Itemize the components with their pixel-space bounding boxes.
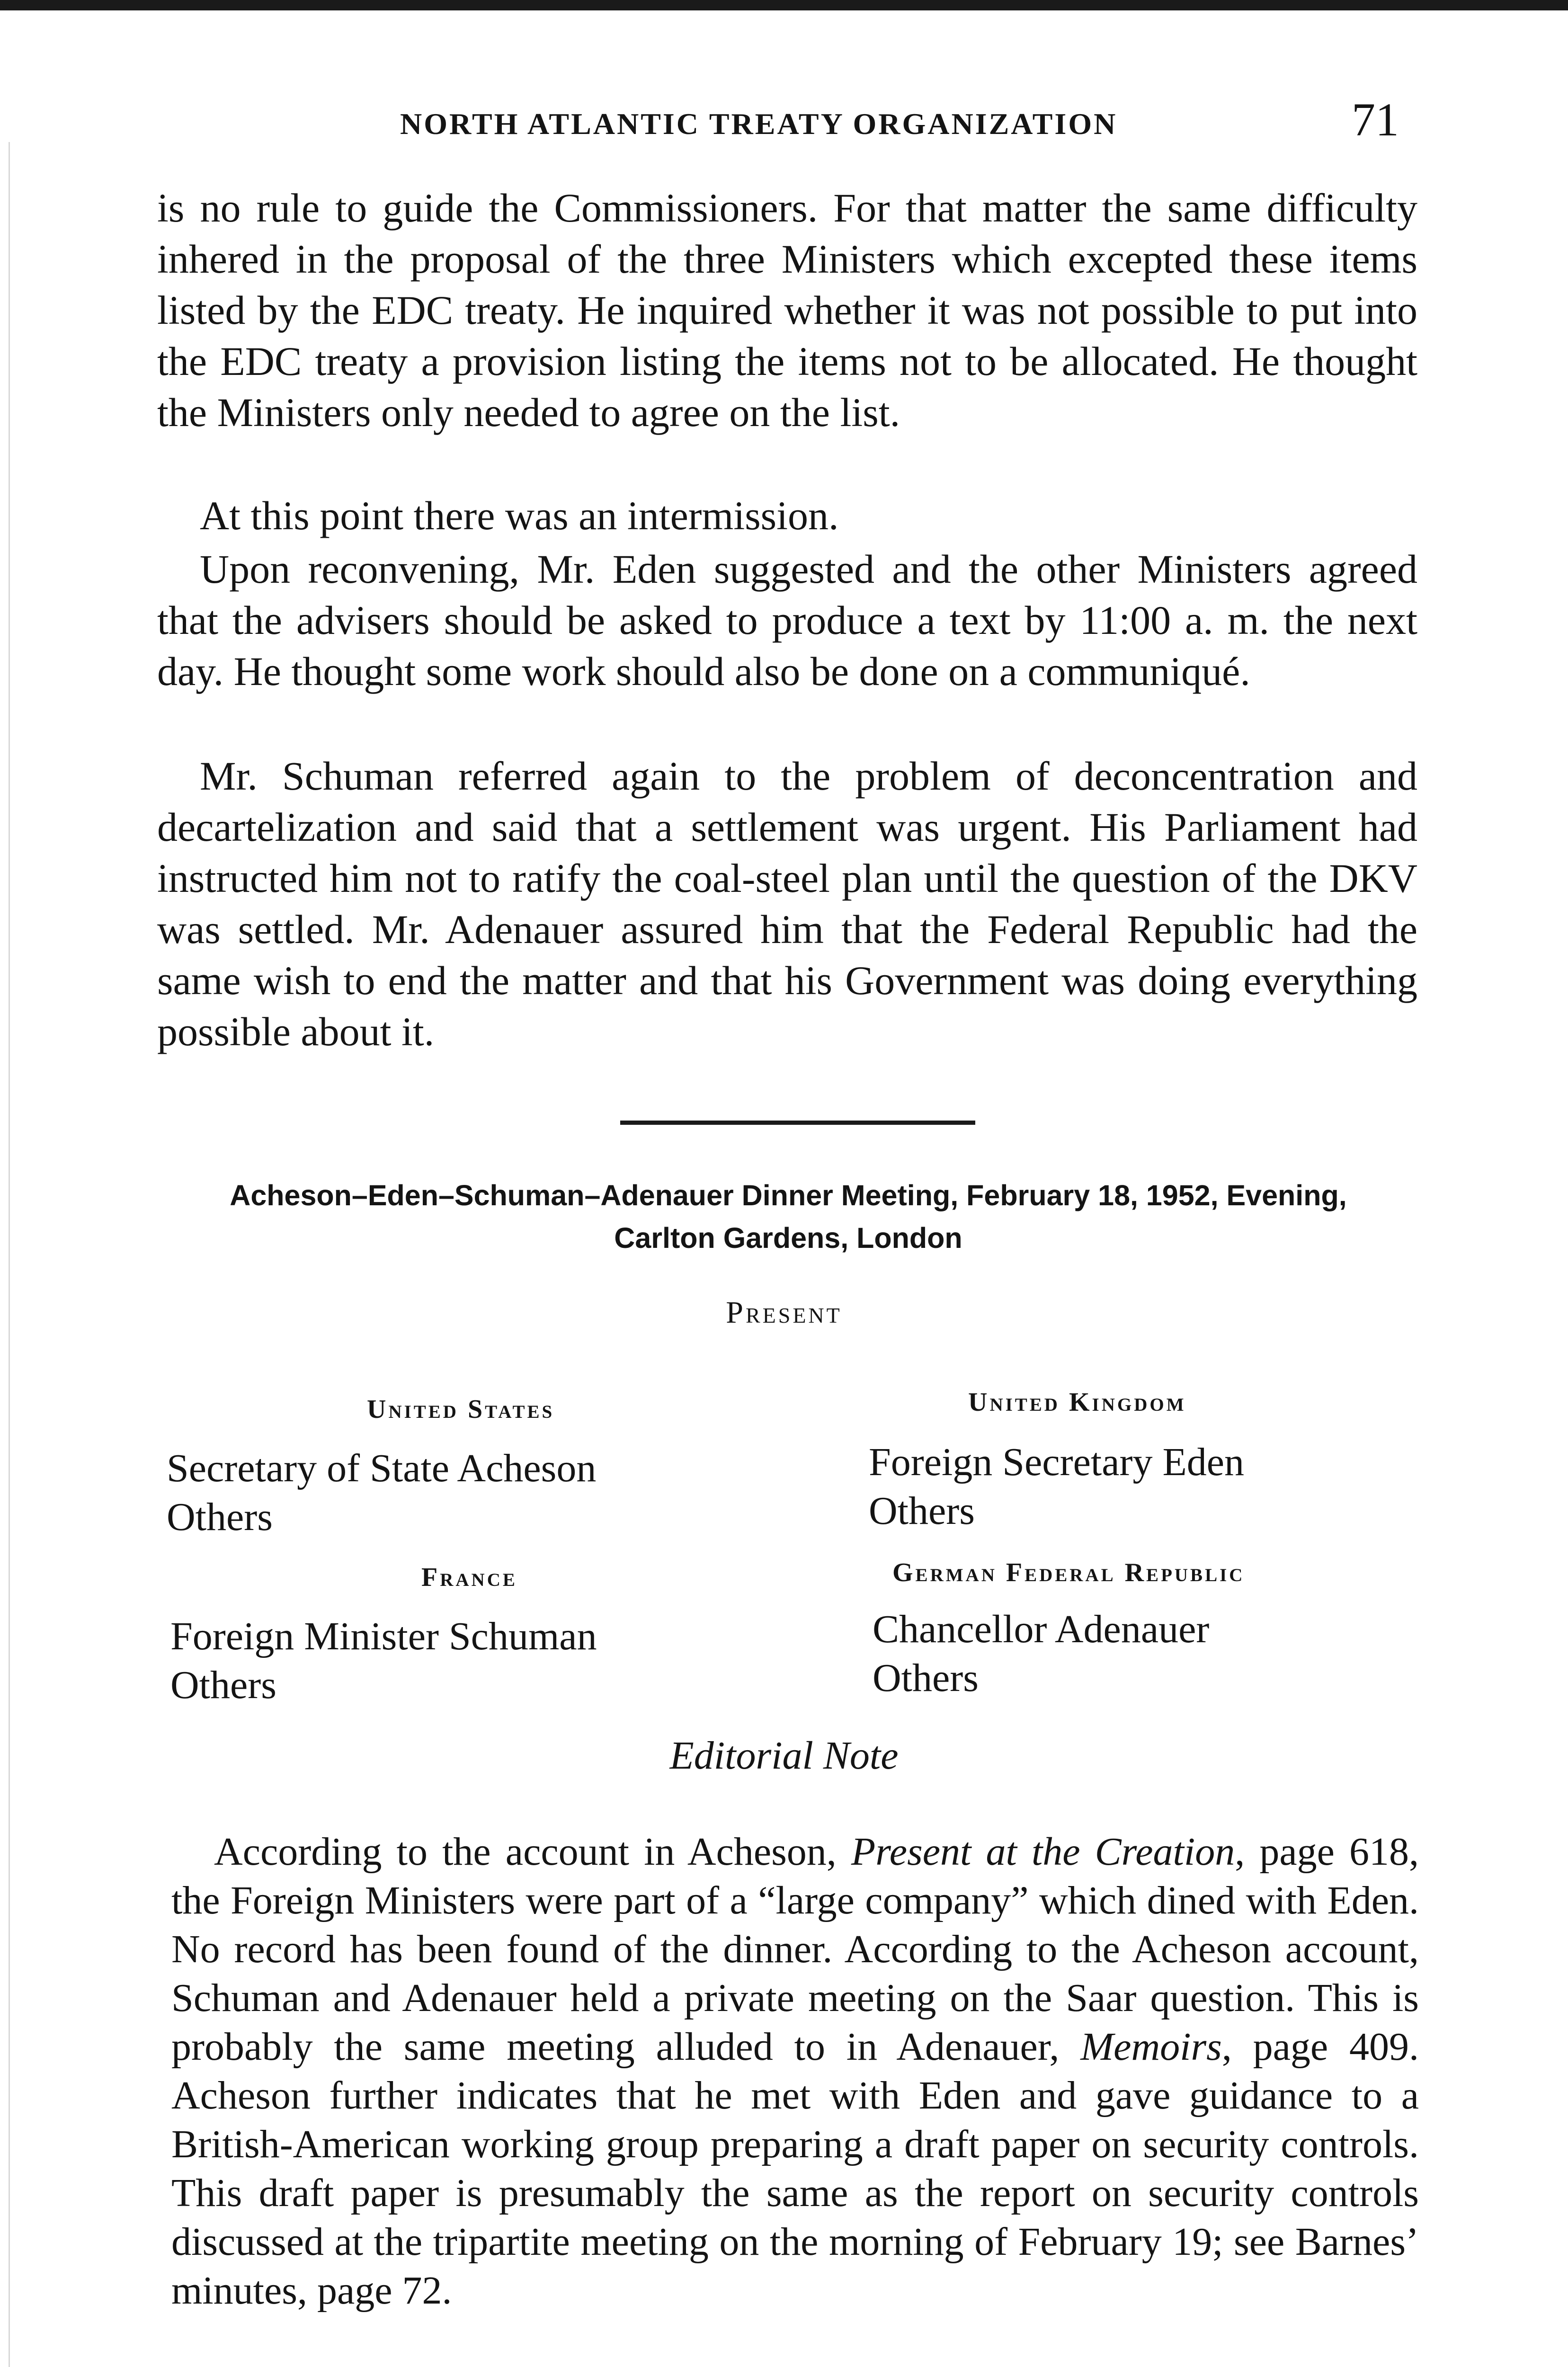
body-paragraph-4: Mr. Schuman referred again to the problem of deconcentration and decartelization and said that a settlement was urgent. His Parliament had instructed him not to ratify the coal-steel plan until the question of the DKV was settled. Mr. Adenauer assured him that the Federal Republic had the same wish to end the matter and that his Government was doing everything possible about it. <box>157 753 1417 1054</box>
delegation-heading-france: France <box>421 1563 517 1592</box>
meeting-title-line-2: Carlton Gardens, London <box>614 1222 962 1254</box>
meeting-title-line-1: Acheson–Eden–Schuman–Adenauer Dinner Meeting, February 18, 1952, Evening, <box>230 1179 1347 1211</box>
book-title: Present at the Creation <box>851 1830 1235 1874</box>
delegation-heading-uk: United Kingdom <box>968 1388 1186 1417</box>
scan-margin-shadow <box>9 142 10 2367</box>
attendee: Others <box>869 1489 975 1533</box>
attendee: Others <box>170 1663 276 1707</box>
book-title: Memoirs <box>1080 2025 1222 2069</box>
meeting-title <box>161 1174 1416 1259</box>
attendee: Foreign Secretary Eden <box>869 1440 1245 1484</box>
running-head: NORTH ATLANTIC TREATY ORGANIZATION <box>400 107 1118 141</box>
section-divider <box>620 1121 975 1125</box>
editorial-note-text <box>171 1827 1419 2315</box>
delegation-heading-germany: German Federal Republic <box>892 1558 1245 1587</box>
attendee: Others <box>873 1656 979 1700</box>
editorial-note-heading: Editorial Note <box>669 1734 899 1778</box>
delegation-members-uk <box>869 1438 1244 1535</box>
attendee: Others <box>167 1495 273 1539</box>
page-top-border <box>0 0 1568 10</box>
present-heading: Present <box>726 1295 842 1330</box>
delegation-members-us <box>167 1444 596 1541</box>
body-paragraph-2: At this point there was an intermission. <box>200 493 839 538</box>
delegation-members-germany <box>873 1605 1209 1702</box>
delegation-heading-us: United States <box>367 1395 555 1424</box>
note-text-part: According to the account in Acheson, <box>214 1830 851 1874</box>
attendee: Foreign Minister Schuman <box>170 1614 597 1658</box>
note-text-part: , page 618, the Foreign Ministers were part of a “large company” which dined with Eden. No record has been found of the dinner. According to the Acheson account, Schuman and Adenauer held a private meeting on the Saar question. This is probably the same meeting alluded to in Adenauer, <box>171 1830 1419 2069</box>
page-number: 71 <box>1352 93 1399 146</box>
attendee: Secretary of State Acheson <box>167 1446 597 1490</box>
delegation-members-france <box>170 1612 597 1709</box>
body-paragraph-1: is no rule to guide the Commissioners. For that matter the same difficulty inhered in the proposal of the three Ministers which excepted these items listed by the EDC treaty. He inquired whether it was not possible to put into the EDC treaty a provision listing the items not to be allocated. He thought the Ministers only needed to agree on the list. <box>157 185 1417 435</box>
body-paragraph-3: Upon reconvening, Mr. Eden suggested and the other Ministers agreed that the advisers should be asked to produce a text by 11:00 a. m. the next day. He thought some work should also be done on a communiqué. <box>157 546 1417 694</box>
note-text-part: , page 409. Acheson further indicates that he met with Eden and gave guidance to a British-American working group preparing a draft paper on security controls. This draft paper is presumably the same as the report on security controls discussed at the tripartite meeting on the morning of February 19; see Barnes’ minutes, page 72. <box>171 2025 1419 2313</box>
attendee: Chancellor Adenauer <box>873 1607 1210 1651</box>
